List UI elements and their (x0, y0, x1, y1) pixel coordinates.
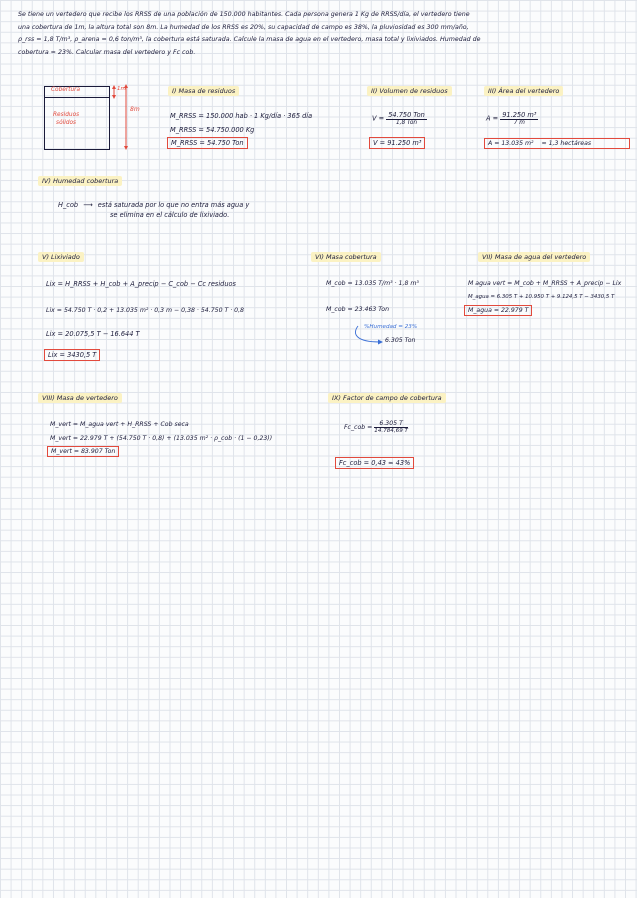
section-5-result: Lix = 3430,5 T (44, 349, 100, 361)
section-1-result: M_RRSS = 54.750 Ton (167, 137, 248, 149)
section-7-title: VII) Masa de agua del vertedero (478, 252, 590, 262)
section-4-text: H_cob ⟶ está saturada por lo que no entra más agua y se elimina en el cálculo de lixiviado. (58, 201, 250, 219)
section-1-line: M_RRSS = 150.000 hab · 1 Kg/día · 365 día (170, 112, 313, 120)
section-3-title: III) Área del vertedero (484, 86, 563, 96)
section-5-line: Lix = 54.750 T · 0,2 + 13.035 m² · 0,3 m − 0,38 · 54.750 T · 0,8 (46, 307, 244, 314)
section-5-line: Lix = H_RRSS + H_cob + A_precip − C_cob − Cc residuos (46, 280, 236, 288)
cover-height-label: 1m (117, 86, 126, 92)
section-7-result: M_agua = 22.979 T (464, 305, 532, 316)
statement-line: una cobertura de 1m, la altura total son 8m. La humedad de los RRSS es 20%, su capacidad de campo es 38%, la pluviosidad es 300 mm/año, (18, 23, 469, 31)
section-8-result: M_vert = 83.907 Ton (47, 446, 119, 457)
problem-statement (18, 9, 623, 59)
section-9-result: Fc_cob = 0,43 ≈ 43% (335, 457, 414, 469)
statement-line: cobertura = 23%. Calcular masa del vertedero y Fc cob. (18, 48, 196, 56)
arrow-icon: ⟶ (83, 201, 93, 209)
section-9-title: IX) Factor de campo de cobertura (328, 393, 446, 403)
total-height-label: 8m (130, 106, 140, 113)
cover-label: Cobertura (51, 87, 81, 93)
area-result-box: A = 13.035 m² ≈ 1,3 hectáreas (484, 138, 630, 149)
section-2-title: II) Volumen de residuos (367, 86, 452, 96)
section-6-title: VI) Masa cobertura (311, 252, 381, 262)
section-9-formula: Fc_cob = $\frac{6.305 T}{14.784,69 T}$ (344, 420, 408, 434)
note-arrow-icon (350, 322, 390, 348)
section-2-result: V = 91.250 m³ (369, 137, 425, 149)
section-8-title: VIII) Masa de vertedero (38, 393, 122, 403)
cover-layer (45, 87, 109, 98)
section-7-line: M_agua = 6.305 T + 10.950 T + 9.124,5 T − 3430,5 T (468, 294, 615, 300)
dimension-arrows (108, 82, 148, 152)
section-4-title: IV) Humedad cobertura (38, 176, 122, 186)
section-1-title: I) Masa de residuos (168, 86, 239, 96)
section-6-note: %Humedad = 23% (364, 324, 418, 330)
waste-label: Residuos sólidos (53, 112, 80, 126)
section-5-title: V) Lixiviado (38, 252, 84, 262)
section-3-formula: A = $\frac{\text{91.250 m³}}{7 m}$ (486, 111, 537, 126)
section-2-formula: V = 54.750 Ton 1,8 Ton (372, 111, 425, 126)
section-8-line: M_vert = 22.979 T + (54.750 T · 0,8) + (13.035 m² · ρ_cob · (1 − 0,23)) (50, 435, 273, 442)
statement-line: Se tiene un vertedero que recibe los RRSS de una población de 150.000 habitantes. Cada persona genera 1 Kg de RRSS/día, el vertedero tiene (18, 11, 470, 18)
landfill-diagram (44, 86, 110, 150)
section-6-line: 6.305 Ton (385, 337, 416, 344)
section-6-line: M_cob = 13.035 T/m³ · 1,8 m³ (326, 280, 419, 287)
section-6-line: M_cob = 23.463 Ton (326, 306, 390, 313)
statement-line: ρ_rss = 1,8 T/m³, ρ_arena = 0,6 ton/m³, la cobertura está saturada. Calcule la masa de agua en el vertedero, masa total y lixiviados. Humedad de (18, 36, 481, 44)
section-1-line: M_RRSS = 54.750.000 Kg (170, 126, 255, 134)
section-7-line: M agua vert = M_cob + M_RRSS + A_precip − Lix (468, 280, 622, 287)
section-5-line: Lix = 20.075,5 T − 16.644 T (46, 330, 140, 338)
section-8-line: M_vert = M_agua vert + H_RRSS + Cob seca (50, 421, 189, 428)
section-3-result (484, 138, 630, 149)
